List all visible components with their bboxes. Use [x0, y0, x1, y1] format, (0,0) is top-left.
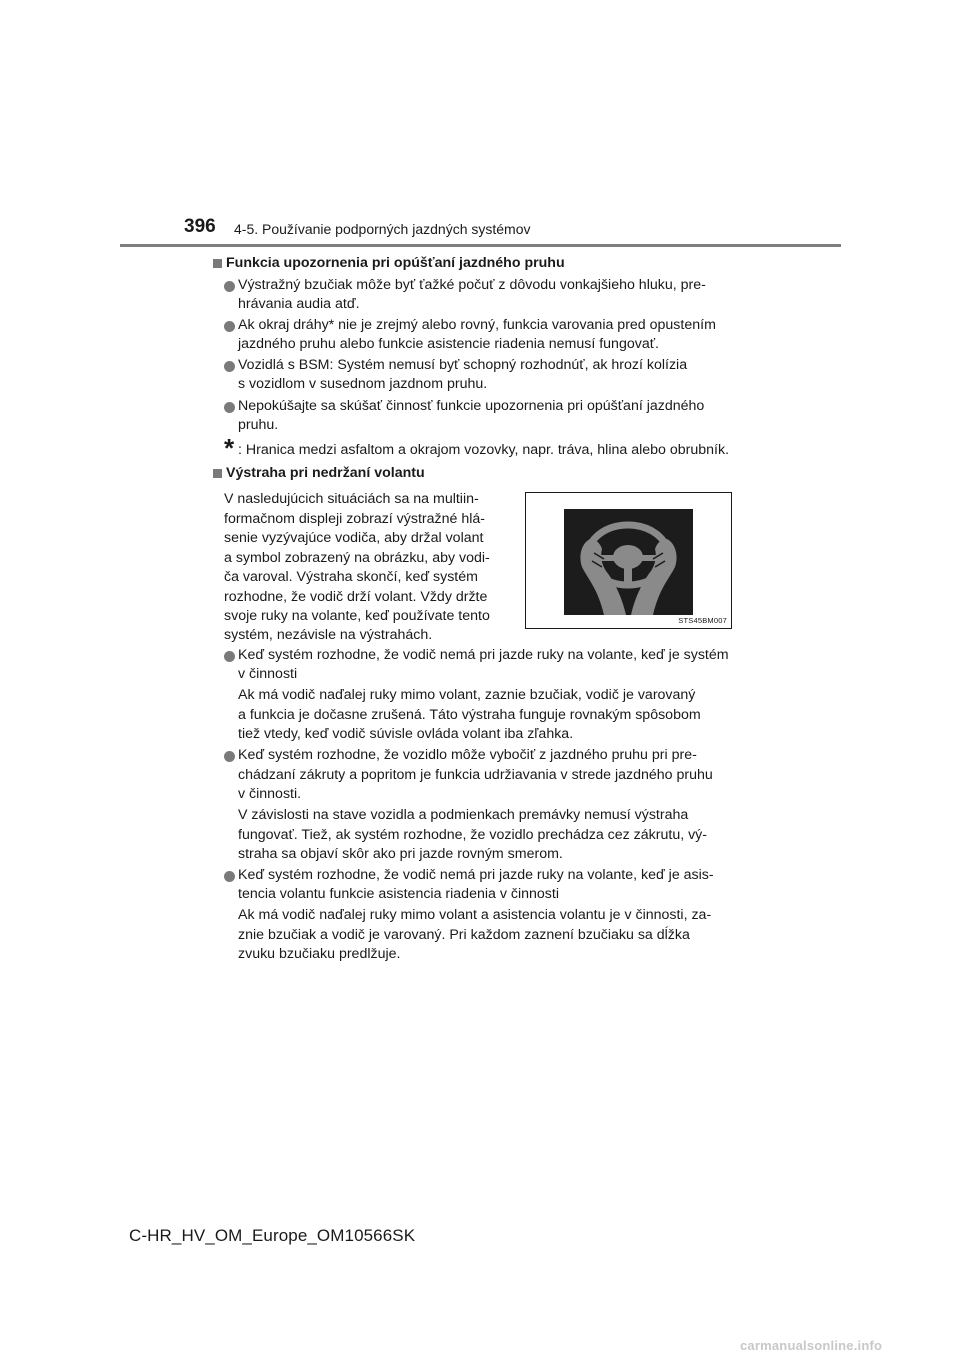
- list-item: [238, 316, 746, 336]
- text-line: Výstražný bzučiak môže byť ťažké počuť z dôvodu vonkajšieho hluku, pre-: [238, 277, 706, 293]
- text-line: Vozidlá s BSM: Systém nemusí byť schopný rozhodnúť, ak hrozí kolízia: [238, 357, 688, 373]
- text-line: jazdného pruhu alebo funkcie asistencie riadenia nemusí fungovať.: [238, 336, 659, 352]
- bullet-icon: [224, 871, 235, 882]
- text-line: Keď systém rozhodne, že vodič nemá pri jazde ruky na volante, keď je asis-: [238, 867, 714, 883]
- footnote: : Hranica medzi asfaltom a okrajom vozovky, napr. tráva, hlina alebo obrubník.: [238, 442, 730, 458]
- text-line: tiež vtedy, keď vodič súvisle ovláda volant iba zľahka.: [238, 726, 574, 742]
- text-line: V závislosti na stave vozidla a podmienkach premávky nemusí výstraha: [238, 807, 689, 823]
- text-line: zvuku bzučiaku predlžuje.: [238, 946, 401, 962]
- section-square-icon: [213, 259, 222, 268]
- text-line: tencia volantu funkcie asistencia riadenia v činnosti: [238, 886, 559, 902]
- list-item: [238, 866, 746, 886]
- text-line: formačnom displeji zobrazí výstražné hlá-: [224, 510, 485, 527]
- watermark: carmanualsonline.info: [740, 1338, 883, 1353]
- footnote-mark: *: [224, 433, 235, 463]
- list-item: [238, 746, 746, 785]
- figure-steering-wheel-warning: [525, 492, 732, 629]
- document-id: C-HR_HV_OM_Europe_OM10566SK: [129, 1226, 416, 1245]
- text-line: Nepokúšajte sa skúšať činnosť funkcie upozornenia pri opúšťaní jazdného: [238, 398, 705, 414]
- list-item-detail: [238, 686, 742, 725]
- text-line: systém, nezávisle na výstrahách.: [224, 627, 433, 643]
- text-line: chádzaní zákruty a popritom je funkcia udržiavania v strede jazdného pruhu: [238, 766, 713, 783]
- header-divider: [120, 244, 841, 247]
- section-square-icon: [213, 469, 222, 478]
- bullet-icon: [224, 281, 235, 292]
- text-line: rozhodne, že vodič drží volant. Vždy držte: [224, 588, 488, 605]
- section-heading-lane-departure: Funkcia upozornenia pri opúšťaní jazdného pruhu: [226, 255, 565, 271]
- page-number: 396: [184, 216, 216, 237]
- text-line: Keď systém rozhodne, že vodič nemá pri jazde ruky na volante, keď je systém: [238, 647, 729, 663]
- text-line: Ak má vodič naďalej ruky mimo volant, zaznie bzučiak, vodič je varovaný: [238, 687, 696, 703]
- list-item: [238, 646, 746, 666]
- text-line: znie bzučiak a vodič je varovaný. Pri každom zaznení bzučiaku sa dĺžka: [238, 926, 690, 943]
- text-line: svoje ruky na volante, keď používate tento: [224, 608, 490, 624]
- text-line: senie vyzývajúce vodiča, aby držal volant: [224, 530, 484, 546]
- list-item-detail: [238, 906, 742, 945]
- text-line: v činnosti.: [238, 786, 302, 802]
- text-line: Keď systém rozhodne, že vozidlo môže vybočiť z jazdného pruhu pri pre-: [238, 747, 697, 763]
- intro-paragraph: [224, 490, 514, 627]
- page-header: [0, 0, 960, 250]
- bullet-icon: [224, 402, 235, 413]
- text-line: a funkcia je dočasne zrušená. Táto výstraha funguje rovnakým spôsobom: [238, 706, 701, 723]
- bullet-icon: [224, 361, 235, 372]
- bullet-icon: [224, 321, 235, 332]
- text-line: a symbol zobrazený na obrázku, aby vodi-: [224, 549, 490, 566]
- text-line: fungovať. Tiež, ak systém rozhodne, že vozidlo prechádza cez zákrutu, vý-: [238, 826, 708, 843]
- text-line: Ak okraj dráhy* nie je zrejmý alebo rovný, funkcia varovania pred opustením: [238, 317, 716, 333]
- figure-code: STS45BM007: [678, 616, 727, 625]
- text-line: v činnosti: [238, 666, 298, 682]
- text-line: straha sa objaví skôr ako pri jazde rovným smerom.: [238, 846, 563, 862]
- list-item: [238, 397, 746, 417]
- section-heading-hands-off-warning: Výstraha pri nedržaní volantu: [226, 465, 425, 481]
- text-line: ča varoval. Výstraha skončí, keď systém: [224, 569, 478, 585]
- list-item-detail: [238, 806, 742, 845]
- display-panel: [564, 509, 693, 615]
- bullet-icon: [224, 751, 235, 762]
- section-title: 4-5. Používanie podporných jazdných systémov: [234, 221, 531, 237]
- text-line: V nasledujúcich situáciách sa na multiin-: [224, 491, 479, 507]
- text-line: pruhu.: [238, 417, 279, 433]
- text-line: hrávania audia atď.: [238, 296, 360, 312]
- text-line: s vozidlom v susednom jazdnom pruhu.: [238, 376, 488, 392]
- text-line: Ak má vodič naďalej ruky mimo volant a asistencia volantu je v činnosti, za-: [238, 907, 712, 923]
- list-item: [238, 276, 746, 296]
- bullet-icon: [224, 651, 235, 662]
- hands-on-wheel-icon: [564, 509, 693, 615]
- list-item: [238, 356, 746, 376]
